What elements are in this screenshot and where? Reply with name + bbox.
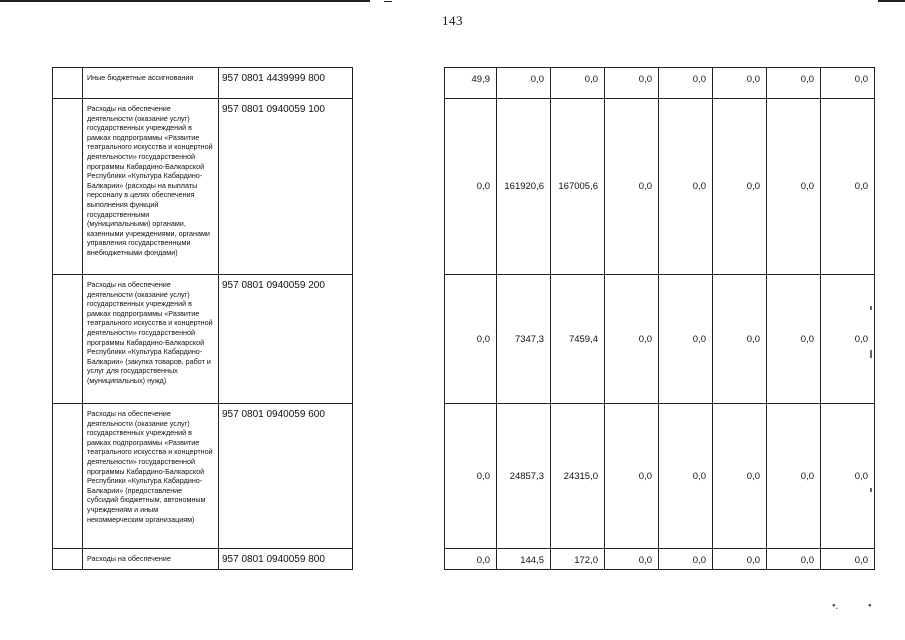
spacer-cell [353, 99, 445, 275]
amount-cell: 0,0 [445, 99, 497, 275]
amount-cell: 0,0 [659, 68, 713, 99]
amount-cell: 0,0 [497, 68, 551, 99]
page-number: 143 [442, 13, 463, 28]
amount-cell: 0,0 [659, 275, 713, 404]
amount-cell: 0,0 [821, 549, 875, 570]
budget-code-cell: 957 0801 0940059 100 [219, 99, 353, 275]
amount-cell: 0,0 [713, 549, 767, 570]
amount-cell: 0,0 [605, 68, 659, 99]
amount-cell: 0,0 [821, 404, 875, 549]
table-row [53, 404, 875, 549]
spacer-cell [353, 68, 445, 99]
amount-cell: 172,0 [551, 549, 605, 570]
expense-name-cell: Иные бюджетные ассигнования [83, 68, 219, 99]
stray-mark-2: • [868, 601, 872, 612]
row-number-cell [53, 99, 83, 275]
amount-cell: 144,5 [497, 549, 551, 570]
budget-code-cell: 957 0801 0940059 800 [219, 549, 353, 570]
budget-code-cell: 957 0801 4439999 800 [219, 68, 353, 99]
scan-rule-top-mid [384, 1, 392, 2]
scan-edge-mark [870, 488, 872, 492]
budget-code-cell: 957 0801 0940059 600 [219, 404, 353, 549]
amount-cell: 0,0 [767, 68, 821, 99]
amount-cell: 0,0 [767, 549, 821, 570]
table-row [53, 68, 875, 99]
scan-edge-mark [870, 306, 872, 310]
amount-cell: 0,0 [713, 99, 767, 275]
amount-cell: 0,0 [713, 68, 767, 99]
budget-table [52, 67, 875, 570]
amount-cell: 0,0 [821, 99, 875, 275]
scan-edge-mark [870, 350, 872, 358]
scan-rule-top-right [878, 0, 905, 2]
amount-cell: 161920,6 [497, 99, 551, 275]
amount-cell: 49,9 [445, 68, 497, 99]
scan-rule-top-left [0, 0, 370, 2]
spacer-cell [353, 549, 445, 570]
table-body [53, 68, 875, 570]
amount-cell: 0,0 [605, 404, 659, 549]
amount-cell: 0,0 [445, 549, 497, 570]
spacer-cell [353, 404, 445, 549]
amount-cell: 0,0 [659, 99, 713, 275]
amount-cell: 24315,0 [551, 404, 605, 549]
amount-cell: 0,0 [659, 549, 713, 570]
amount-cell: 0,0 [605, 99, 659, 275]
amount-cell: 0,0 [767, 275, 821, 404]
amount-cell: 0,0 [605, 549, 659, 570]
row-number-cell [53, 404, 83, 549]
row-number-cell [53, 275, 83, 404]
budget-code-cell: 957 0801 0940059 200 [219, 275, 353, 404]
expense-name-cell: Расходы на обеспечение [83, 549, 219, 570]
amount-cell: 0,0 [821, 275, 875, 404]
amount-cell: 0,0 [605, 275, 659, 404]
stray-mark-1: •. [832, 601, 839, 612]
row-number-cell [53, 549, 83, 570]
expense-name-cell: Расходы на обеспечение деятельности (оказание услуг) государственных учреждений в рамках подпрограммы «Развитие театрального искусства и концертной деятельности» государственной программы Кабардино-Балкарской Республики «Культура Кабардино-Балкарии» (закупка товаров, работ и услуг для государственных (муниципальных) нужд) [83, 275, 219, 404]
table-row [53, 275, 875, 404]
amount-cell: 7459,4 [551, 275, 605, 404]
amount-cell: 0,0 [551, 68, 605, 99]
amount-cell: 167005,6 [551, 99, 605, 275]
spacer-cell [353, 275, 445, 404]
expense-name-cell: Расходы на обеспечение деятельности (оказание услуг) государственных учреждений в рамках подпрограммы «Развитие театрального искусства и концертной деятельности» государственной программы Кабардино-Балкарской Республики «Культура Кабардино-Балкарии» (расходы на выплаты персоналу в целях обеспечения выполнения функций государственными (муниципальными) органами, казенными учреждениями, органами управления государственными внебюджетными фондами) [83, 99, 219, 275]
amount-cell: 0,0 [659, 404, 713, 549]
amount-cell: 0,0 [767, 404, 821, 549]
amount-cell: 0,0 [445, 404, 497, 549]
amount-cell: 0,0 [445, 275, 497, 404]
amount-cell: 0,0 [821, 68, 875, 99]
table-row [53, 549, 875, 570]
amount-cell: 7347,3 [497, 275, 551, 404]
table-row [53, 99, 875, 275]
amount-cell: 24857,3 [497, 404, 551, 549]
amount-cell: 0,0 [767, 99, 821, 275]
amount-cell: 0,0 [713, 275, 767, 404]
amount-cell: 0,0 [713, 404, 767, 549]
row-number-cell [53, 68, 83, 99]
expense-name-cell: Расходы на обеспечение деятельности (оказание услуг) государственных учреждений в рамках подпрограммы «Развитие театрального искусства и концертной деятельности» государственной программы Кабардино-Балкарской Республики «Культура Кабардино-Балкарии» (предоставление субсидий бюджетным, автономным учреждениям и иным некоммерческим организациям) [83, 404, 219, 549]
